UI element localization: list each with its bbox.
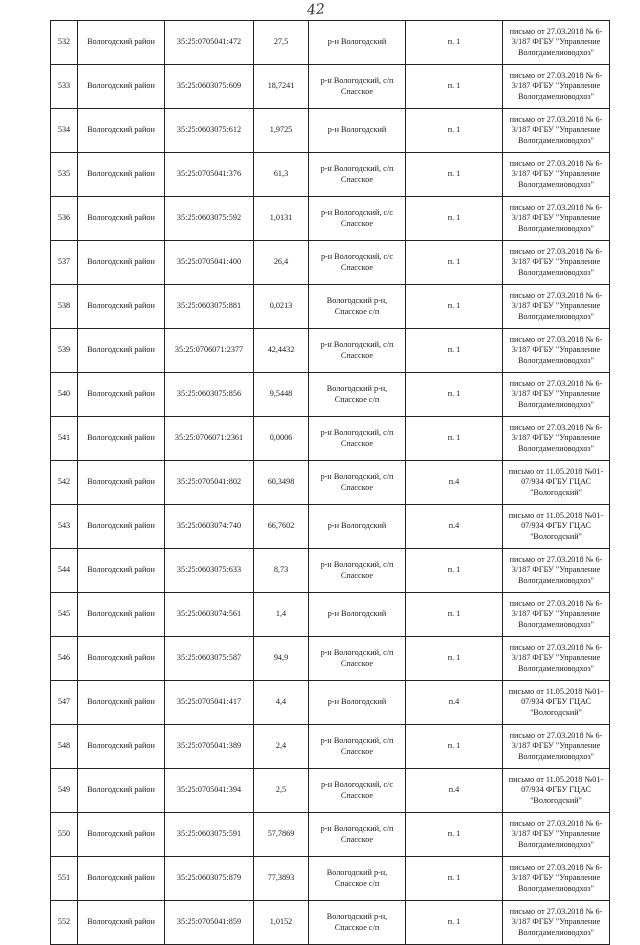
location-cell: р-н Вологодский, с/п Спасское xyxy=(309,637,406,681)
area-cell: 9,5448 xyxy=(254,373,309,417)
clause-cell: п. 1 xyxy=(406,109,503,153)
row-number: 533 xyxy=(51,65,78,109)
district-cell: Вологодский район xyxy=(78,285,165,329)
basis-document-cell: письмо от 27.03.2018 № 6-3/187 ФГБУ "Управление Вологдамелиоводхоз" xyxy=(503,65,610,109)
clause-cell: п. 1 xyxy=(406,857,503,901)
cadastral-number-cell: 35:25:0603074:561 xyxy=(165,593,254,637)
row-number: 535 xyxy=(51,153,78,197)
district-cell: Вологодский район xyxy=(78,813,165,857)
clause-cell: п. 1 xyxy=(406,197,503,241)
table-row xyxy=(51,373,610,417)
cadastral-number-cell: 35:25:0603075:612 xyxy=(165,109,254,153)
district-cell: Вологодский район xyxy=(78,241,165,285)
basis-document-cell: письмо от 27.03.2018 № 6-3/187 ФГБУ "Управление Вологдамелиоводхоз" xyxy=(503,197,610,241)
basis-document-cell: письмо от 27.03.2018 № 6-3/187 ФГБУ "Управление Вологдамелиоводхоз" xyxy=(503,285,610,329)
district-cell: Вологодский район xyxy=(78,329,165,373)
row-number: 543 xyxy=(51,505,78,549)
row-number: 539 xyxy=(51,329,78,373)
clause-cell: п.4 xyxy=(406,461,503,505)
row-number: 538 xyxy=(51,285,78,329)
district-cell: Вологодский район xyxy=(78,505,165,549)
cadastral-number-cell: 35:25:0603075:591 xyxy=(165,813,254,857)
district-cell: Вологодский район xyxy=(78,417,165,461)
location-cell: р-н Вологодский, с/с Спасское xyxy=(309,769,406,813)
clause-cell: п. 1 xyxy=(406,637,503,681)
table-row xyxy=(51,901,610,945)
cadastral-number-cell: 35:25:0705041:394 xyxy=(165,769,254,813)
page-number: 42 xyxy=(306,1,326,19)
area-cell: 1,4 xyxy=(254,593,309,637)
basis-document-cell: письмо от 27.03.2018 № 6-3/187 ФГБУ "Управление Вологдамелиоводхоз" xyxy=(503,725,610,769)
location-cell: р-н Вологодский, с/п Спасское xyxy=(309,549,406,593)
location-cell: р-н Вологодский, с/п Спасское xyxy=(309,65,406,109)
cadastral-number-cell: 35:25:0603075:879 xyxy=(165,857,254,901)
area-cell: 0,0213 xyxy=(254,285,309,329)
row-number: 545 xyxy=(51,593,78,637)
basis-document-cell: письмо от 27.03.2018 № 6-3/187 ФГБУ "Управление Вологдамелиоводхоз" xyxy=(503,373,610,417)
clause-cell: п. 1 xyxy=(406,241,503,285)
location-cell: р-н Вологодский xyxy=(309,681,406,725)
location-cell: р-н Вологодский, с/п Спасское xyxy=(309,153,406,197)
row-number: 534 xyxy=(51,109,78,153)
cadastral-number-cell: 35:25:0705041:417 xyxy=(165,681,254,725)
location-cell: р-н Вологодский, с/п Спасское xyxy=(309,813,406,857)
clause-cell: п. 1 xyxy=(406,153,503,197)
clause-cell: п. 1 xyxy=(406,65,503,109)
cadastral-number-cell: 35:25:0705041:802 xyxy=(165,461,254,505)
clause-cell: п. 1 xyxy=(406,549,503,593)
row-number: 537 xyxy=(51,241,78,285)
table-row xyxy=(51,637,610,681)
table-row xyxy=(51,153,610,197)
table-row xyxy=(51,65,610,109)
basis-document-cell: письмо от 11.05.2018 №01-07/934 ФГБУ ГЦАС "Вологодский" xyxy=(503,461,610,505)
basis-document-cell: письмо от 11.05.2018 №01-07/934 ФГБУ ГЦАС "Вологодский" xyxy=(503,681,610,725)
row-number: 532 xyxy=(51,21,78,65)
basis-document-cell: письмо от 27.03.2018 № 6-3/187 ФГБУ "Управление Вологдамелиоводхоз" xyxy=(503,21,610,65)
area-cell: 4,4 xyxy=(254,681,309,725)
table-row xyxy=(51,417,610,461)
basis-document-cell: письмо от 27.03.2018 № 6-3/187 ФГБУ "Управление Вологдамелиоводхоз" xyxy=(503,549,610,593)
table-row xyxy=(51,593,610,637)
cadastral-number-cell: 35:25:0705041:389 xyxy=(165,725,254,769)
row-number: 544 xyxy=(51,549,78,593)
location-cell: Вологодский р-н, Спасское с/п xyxy=(309,373,406,417)
area-cell: 27,5 xyxy=(254,21,309,65)
row-number: 551 xyxy=(51,857,78,901)
clause-cell: п. 1 xyxy=(406,725,503,769)
area-cell: 60,3498 xyxy=(254,461,309,505)
location-cell: р-н Вологодский, с/п Спасское xyxy=(309,725,406,769)
cadastral-number-cell: 35:25:0706071:2377 xyxy=(165,329,254,373)
cadastral-number-cell: 35:25:0705041:472 xyxy=(165,21,254,65)
area-cell: 42,4432 xyxy=(254,329,309,373)
basis-document-cell: письмо от 27.03.2018 № 6-3/187 ФГБУ "Управление Вологдамелиоводхоз" xyxy=(503,593,610,637)
cadastral-number-cell: 35:25:0603075:587 xyxy=(165,637,254,681)
cadastral-number-cell: 35:25:0705041:376 xyxy=(165,153,254,197)
cadastral-number-cell: 35:25:0603075:633 xyxy=(165,549,254,593)
area-cell: 94,9 xyxy=(254,637,309,681)
row-number: 536 xyxy=(51,197,78,241)
clause-cell: п.4 xyxy=(406,505,503,549)
district-cell: Вологодский район xyxy=(78,373,165,417)
location-cell: Вологодский р-н, Спасское с/п xyxy=(309,901,406,945)
basis-document-cell: письмо от 27.03.2018 № 6-3/187 ФГБУ "Управление Вологдамелиоводхоз" xyxy=(503,637,610,681)
basis-document-cell: письмо от 11.05.2018 №01-07/934 ФГБУ ГЦАС "Вологодский" xyxy=(503,505,610,549)
table-row xyxy=(51,241,610,285)
area-cell: 2,5 xyxy=(254,769,309,813)
area-cell: 1,0152 xyxy=(254,901,309,945)
table-row xyxy=(51,461,610,505)
location-cell: р-н Вологодский, с/п Спасское xyxy=(309,461,406,505)
area-cell: 77,3893 xyxy=(254,857,309,901)
table-row xyxy=(51,285,610,329)
location-cell: р-н Вологодский, с/п Спасское xyxy=(309,417,406,461)
location-cell: р-н Вологодский, с/п Спасское xyxy=(309,329,406,373)
basis-document-cell: письмо от 27.03.2018 № 6-3/187 ФГБУ "Управление Вологдамелиоводхоз" xyxy=(503,857,610,901)
area-cell: 18,7241 xyxy=(254,65,309,109)
district-cell: Вологодский район xyxy=(78,681,165,725)
row-number: 550 xyxy=(51,813,78,857)
row-number: 549 xyxy=(51,769,78,813)
district-cell: Вологодский район xyxy=(78,153,165,197)
basis-document-cell: письмо от 27.03.2018 № 6-3/187 ФГБУ "Управление Вологдамелиоводхоз" xyxy=(503,329,610,373)
cadastral-number-cell: 35:25:0705041:859 xyxy=(165,901,254,945)
area-cell: 8,73 xyxy=(254,549,309,593)
cadastral-number-cell: 35:25:0706071:2361 xyxy=(165,417,254,461)
row-number: 547 xyxy=(51,681,78,725)
clause-cell: п. 1 xyxy=(406,285,503,329)
row-number: 542 xyxy=(51,461,78,505)
table-row xyxy=(51,681,610,725)
clause-cell: п. 1 xyxy=(406,21,503,65)
area-cell: 2,4 xyxy=(254,725,309,769)
area-cell: 26,4 xyxy=(254,241,309,285)
cadastral-number-cell: 35:25:0603075:609 xyxy=(165,65,254,109)
basis-document-cell: письмо от 27.03.2018 № 6-3/187 ФГБУ "Управление Вологдамелиоводхоз" xyxy=(503,901,610,945)
area-cell: 57,7869 xyxy=(254,813,309,857)
location-cell: р-н Вологодский xyxy=(309,505,406,549)
district-cell: Вологодский район xyxy=(78,593,165,637)
district-cell: Вологодский район xyxy=(78,769,165,813)
table-row xyxy=(51,549,610,593)
clause-cell: п. 1 xyxy=(406,373,503,417)
location-cell: Вологодский р-н, Спасское с/п xyxy=(309,285,406,329)
district-cell: Вологодский район xyxy=(78,109,165,153)
clause-cell: п. 1 xyxy=(406,417,503,461)
area-cell: 0,0006 xyxy=(254,417,309,461)
cadastral-number-cell: 35:25:0603074:740 xyxy=(165,505,254,549)
clause-cell: п.4 xyxy=(406,681,503,725)
district-cell: Вологодский район xyxy=(78,197,165,241)
row-number: 541 xyxy=(51,417,78,461)
cadastral-number-cell: 35:25:0705041:400 xyxy=(165,241,254,285)
table-row xyxy=(51,197,610,241)
table-row xyxy=(51,21,610,65)
district-cell: Вологодский район xyxy=(78,549,165,593)
location-cell: р-н Вологодский, с/с Спасское xyxy=(309,197,406,241)
district-cell: Вологодский район xyxy=(78,21,165,65)
table-row xyxy=(51,505,610,549)
table-row xyxy=(51,109,610,153)
location-cell: р-н Вологодский xyxy=(309,593,406,637)
basis-document-cell: письмо от 27.03.2018 № 6-3/187 ФГБУ "Управление Вологдамелиоводхоз" xyxy=(503,813,610,857)
clause-cell: п. 1 xyxy=(406,329,503,373)
location-cell: р-н Вологодский xyxy=(309,109,406,153)
row-number: 552 xyxy=(51,901,78,945)
row-number: 548 xyxy=(51,725,78,769)
basis-document-cell: письмо от 27.03.2018 № 6-3/187 ФГБУ "Управление Вологдамелиоводхоз" xyxy=(503,109,610,153)
area-cell: 1,0131 xyxy=(254,197,309,241)
clause-cell: п. 1 xyxy=(406,813,503,857)
land-plots-table xyxy=(50,20,610,945)
cadastral-number-cell: 35:25:0603075:592 xyxy=(165,197,254,241)
table-row xyxy=(51,857,610,901)
district-cell: Вологодский район xyxy=(78,725,165,769)
area-cell: 66,7602 xyxy=(254,505,309,549)
clause-cell: п. 1 xyxy=(406,593,503,637)
area-cell: 61,3 xyxy=(254,153,309,197)
table-row xyxy=(51,813,610,857)
basis-document-cell: письмо от 27.03.2018 № 6-3/187 ФГБУ "Управление Вологдамелиоводхоз" xyxy=(503,153,610,197)
district-cell: Вологодский район xyxy=(78,65,165,109)
table-row xyxy=(51,769,610,813)
clause-cell: п. 1 xyxy=(406,901,503,945)
location-cell: Вологодский р-н, Спасское с/п xyxy=(309,857,406,901)
cadastral-number-cell: 35:25:0603075:881 xyxy=(165,285,254,329)
location-cell: р-н Вологодский, с/с Спасское xyxy=(309,241,406,285)
clause-cell: п.4 xyxy=(406,769,503,813)
table-row xyxy=(51,329,610,373)
table-row xyxy=(51,725,610,769)
row-number: 540 xyxy=(51,373,78,417)
district-cell: Вологодский район xyxy=(78,637,165,681)
district-cell: Вологодский район xyxy=(78,901,165,945)
row-number: 546 xyxy=(51,637,78,681)
basis-document-cell: письмо от 11.05.2018 №01-07/934 ФГБУ ГЦАС "Вологодский" xyxy=(503,769,610,813)
basis-document-cell: письмо от 27.03.2018 № 6-3/187 ФГБУ "Управление Вологдамелиоводхоз" xyxy=(503,241,610,285)
district-cell: Вологодский район xyxy=(78,461,165,505)
cadastral-number-cell: 35:25:0603075:856 xyxy=(165,373,254,417)
area-cell: 1,9725 xyxy=(254,109,309,153)
basis-document-cell: письмо от 27.03.2018 № 6-3/187 ФГБУ "Управление Вологдамелиоводхоз" xyxy=(503,417,610,461)
district-cell: Вологодский район xyxy=(78,857,165,901)
location-cell: р-н Вологодский xyxy=(309,21,406,65)
